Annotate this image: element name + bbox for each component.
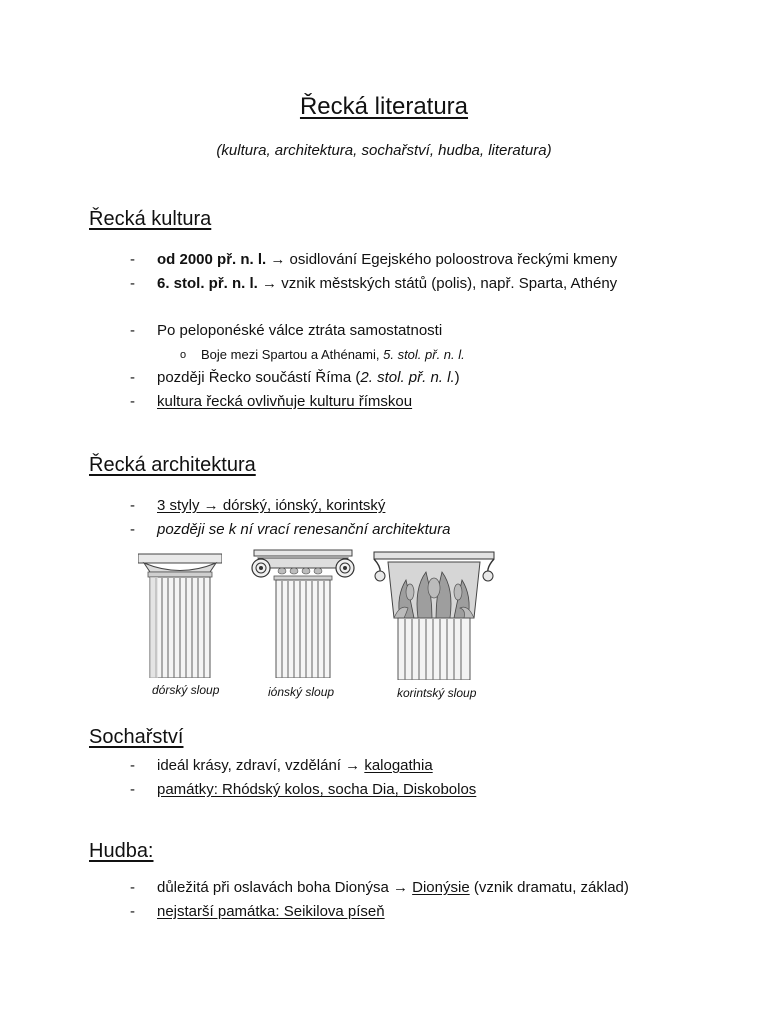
bullet-text: 5. stol. př. n. l.: [383, 346, 465, 362]
caption-corinthian: korintský sloup: [397, 686, 477, 700]
bullet-text: památky: Rhódský kolos, socha Dia, Diskobolos: [157, 780, 477, 798]
caption-doric: dórský sloup: [152, 683, 220, 697]
bullet-text: (vznik dramatu, základ): [469, 879, 629, 896]
bullet-text: Dionýsie: [412, 879, 470, 896]
bullet-text: → osidlování Egejského poloostrova řeckými kmeny: [266, 251, 618, 268]
bullet-text: ): [454, 369, 460, 386]
bullet-text: ideál krásy, zdraví, vzdělání →: [157, 757, 365, 774]
bullet-text: nejstarší památka: Seikilova píseň: [157, 902, 385, 920]
bullet-text: 6. stol. př. n. l.: [157, 274, 258, 292]
bullet-dash: -: [130, 369, 135, 386]
bullet-dash: -: [130, 879, 135, 896]
bullet-item: [130, 754, 750, 778]
bullet-text: kultura řecká ovlivňuje kulturu římskou: [157, 392, 413, 410]
bullet-item: [130, 518, 750, 542]
bullet-text: od 2000 př. n. l.: [157, 251, 267, 268]
sub-bullet-marker: o: [180, 348, 187, 361]
bullet-dash: -: [130, 497, 135, 514]
bullet-text: později se k ní vrací renesanční architektura: [157, 520, 451, 538]
bullet-item: [130, 778, 750, 802]
document-subtitle: (kultura, architektura, sochařství, hudba, literatura): [216, 142, 552, 159]
doric-column-image: [138, 548, 222, 678]
caption-ionic: iónský sloup: [268, 685, 335, 699]
bullet-item: [130, 272, 750, 296]
bullet-text: později Řecko součástí Říma (: [157, 369, 361, 386]
bullet-text: 3 styly → dórský, iónský, korintský: [157, 497, 386, 514]
section-heading-kultura: Řecká kultura: [89, 208, 212, 230]
bullet-text: Po peloponéské válce ztráta samostatnosti: [157, 322, 443, 339]
bullet-item: [130, 366, 750, 390]
section-heading-socharstvi: Sochařství: [89, 726, 184, 748]
bullet-list-socharstvi: [130, 754, 750, 801]
section-heading-hudba: Hudba:: [89, 840, 154, 862]
bullet-item: [130, 248, 750, 272]
bullet-list-kultura: [130, 248, 750, 413]
bullet-item: [130, 876, 750, 900]
bullet-item: [130, 343, 750, 367]
bullet-list-hudba: [130, 876, 750, 923]
bullet-text: 2. stol. př. n. l.: [360, 369, 455, 386]
corinthian-column-image: [370, 548, 498, 680]
bullet-text: → vznik městských států (polis), např. Sparta, Athény: [257, 274, 618, 292]
bullet-list-architektura: [130, 494, 750, 541]
bullet-dash: -: [130, 902, 135, 920]
section-heading-architektura: Řecká architektura: [89, 454, 256, 476]
bullet-dash: -: [130, 392, 135, 410]
ionic-column-image: [248, 548, 358, 678]
document-title: Řecká literatura: [299, 93, 469, 120]
bullet-item: [130, 319, 750, 343]
bullet-item: [130, 390, 750, 414]
bullet-dash: -: [130, 322, 135, 339]
columns-illustration: [130, 548, 510, 708]
bullet-dash: -: [130, 251, 135, 268]
bullet-text: kalogathia: [364, 757, 433, 774]
bullet-dash: -: [130, 780, 135, 798]
bullet-dash: -: [130, 274, 135, 292]
bullet-dash: -: [130, 757, 135, 774]
bullet-item: [130, 494, 750, 518]
bullet-text: Boje mezi Spartou a Athénami,: [201, 346, 384, 362]
bullet-item: [130, 900, 750, 924]
bullet-text: důležitá při oslavách boha Dionýsa →: [157, 879, 413, 896]
bullet-dash: -: [130, 520, 135, 538]
